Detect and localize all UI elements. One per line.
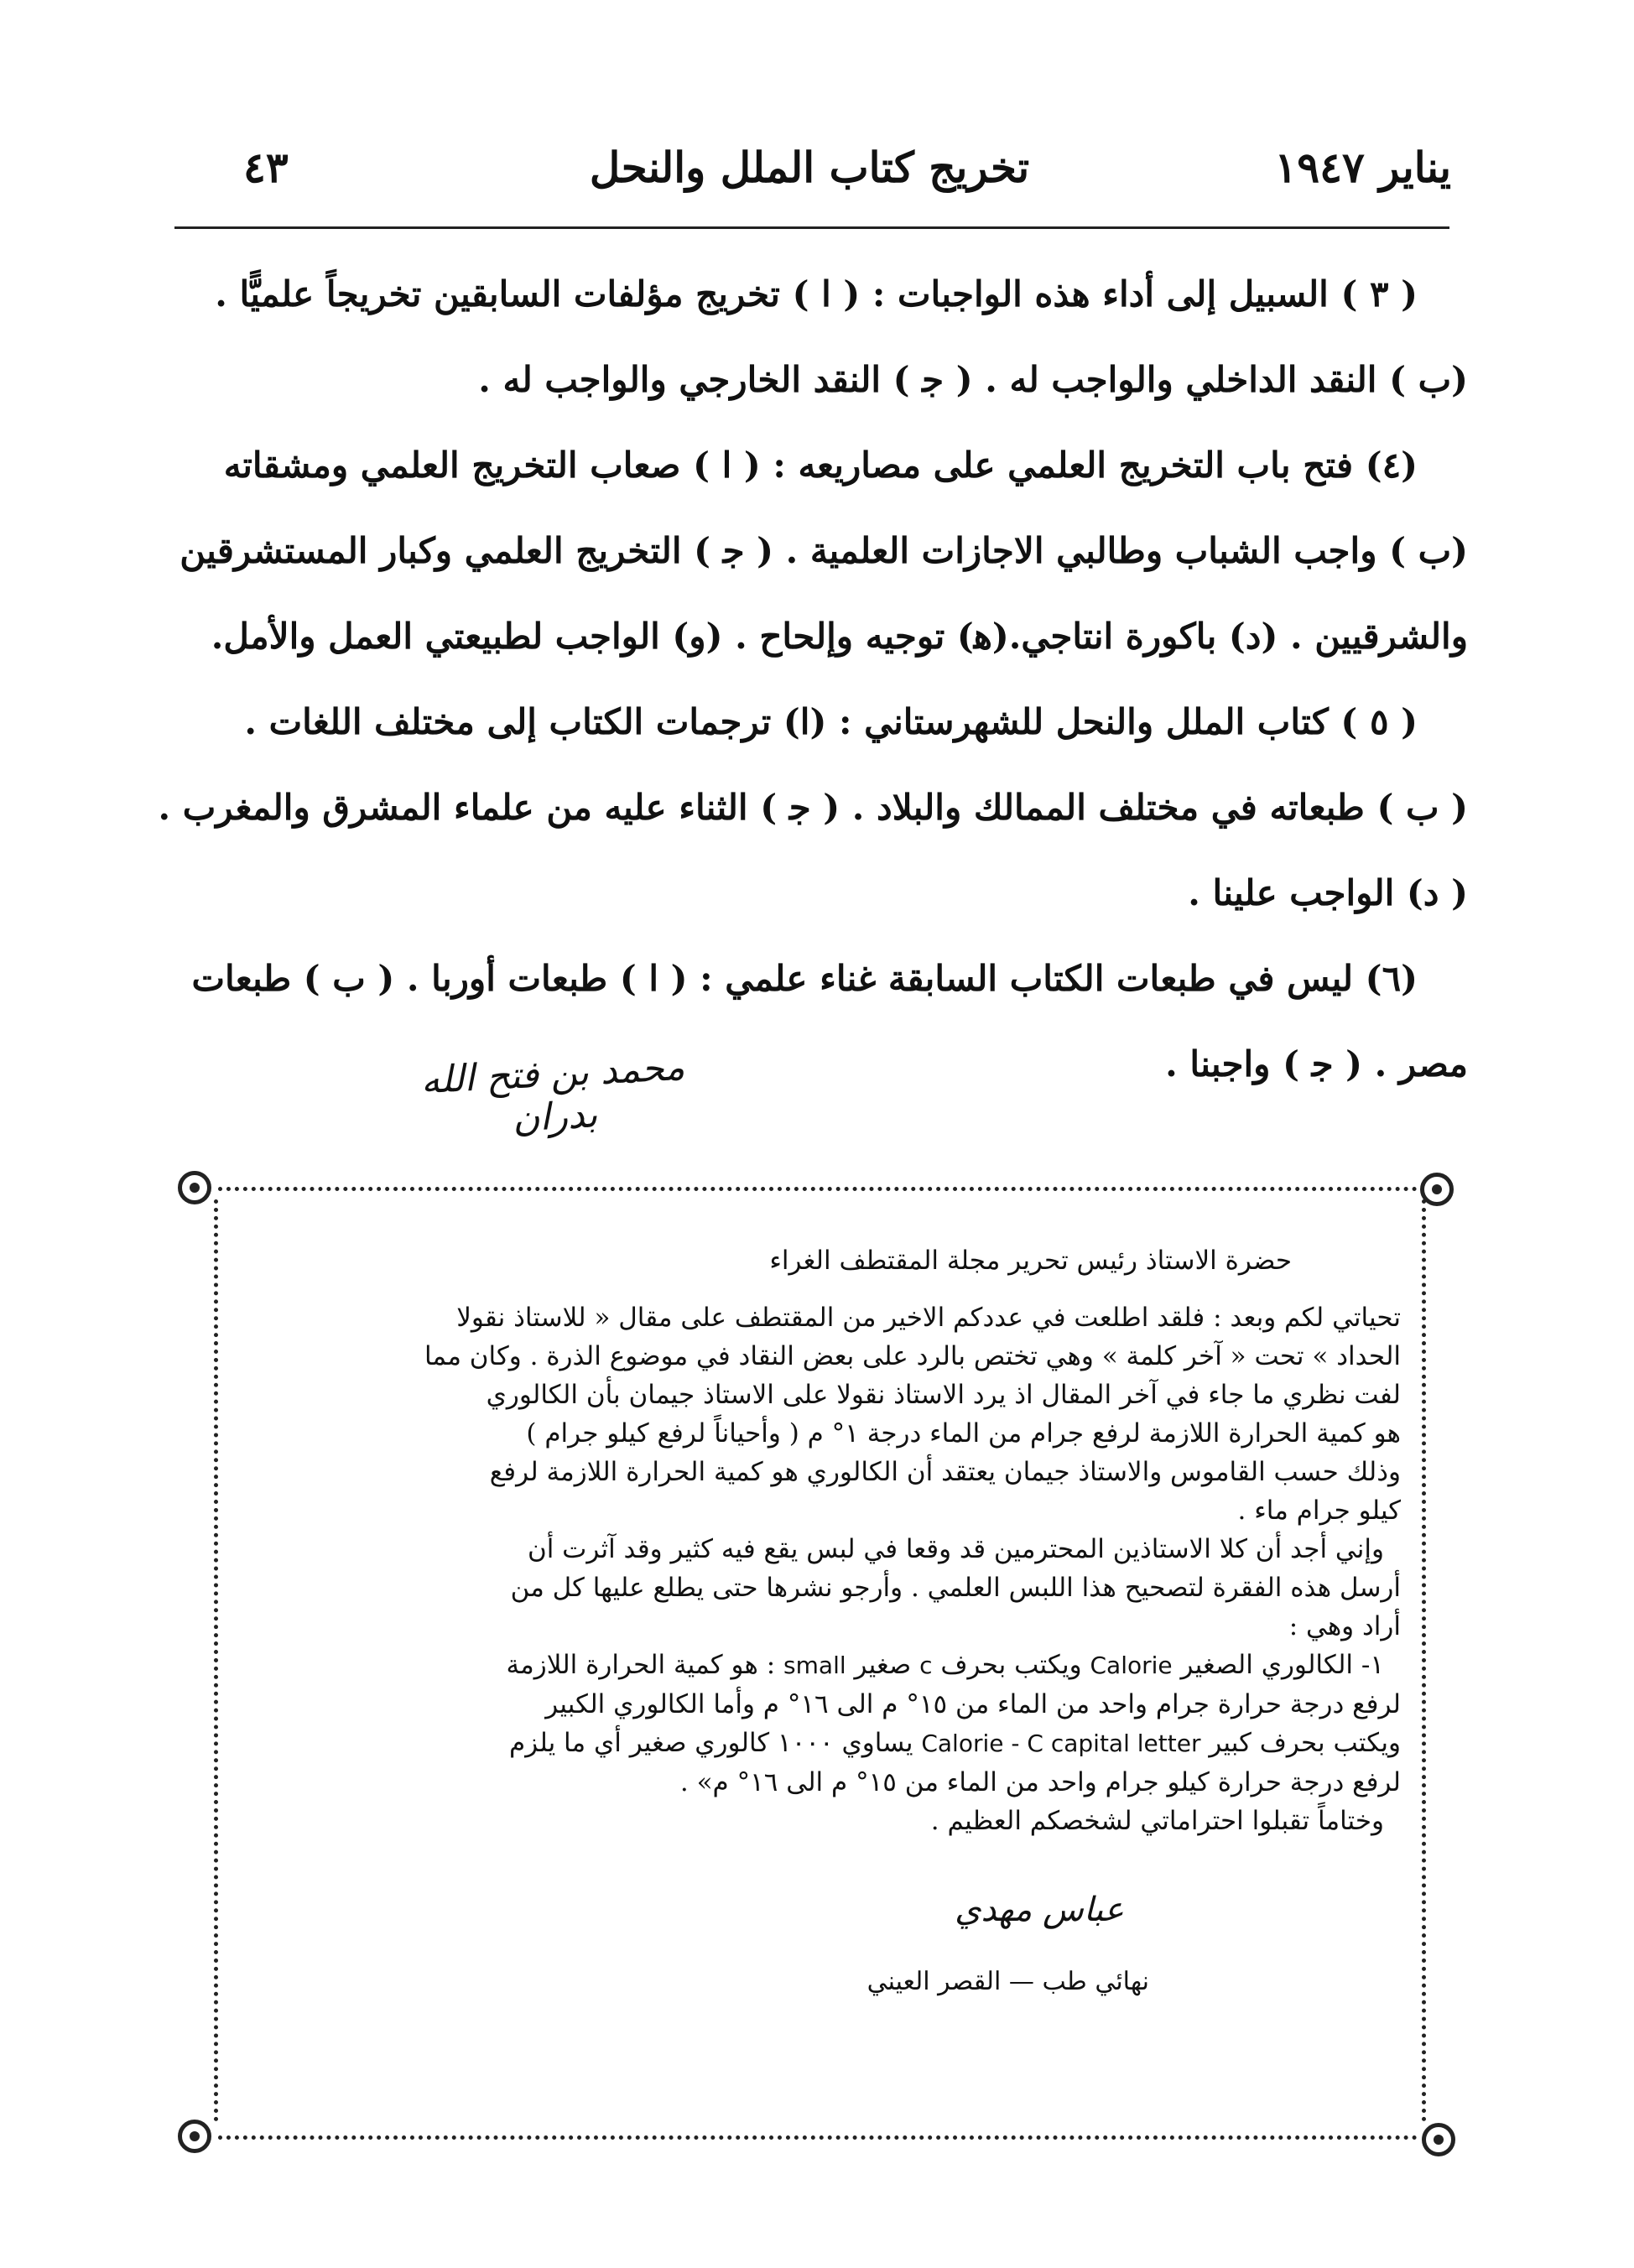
definition-text: ويكتب بحرف كبير [1209,1728,1401,1758]
corner-ornament-icon [178,2120,211,2153]
letter-definition-line [243,1646,1401,1685]
paragraph-4-line-1: (٤) فتح باب التخريج العلمي على مصاريعه : ( ا ) صعاب التخريج العلمي ومشقاته [223,445,1418,486]
letter-line: أراد وهي : [1288,1611,1401,1641]
letter-box-right-border [1422,1199,1426,2122]
letter-box-top-border [218,1187,1418,1191]
letter-line: لفت نظري ما جاء في آخر المقال اذ يرد الاستاذ نقولا على الاستاذ جيمان بأن الكالوري [486,1380,1401,1410]
latin-term: Calorie - C capital letter [921,1730,1201,1757]
latin-term: c [919,1652,933,1679]
paragraph-6-line-1: (٦) ليس في طبعات الكتاب السابقة غناء علمي : ( ا ) طبعات أوربا . ( ب ) طبعات [191,958,1418,999]
letter-address: حضرة الاستاذ رئيس تحرير مجلة المقتطف الغراء [769,1246,1292,1276]
letter-definition-line [243,1724,1401,1763]
letter-line: هو كمية الحرارة اللازمة لرفع جرام من الماء درجة ١° م ( وأحياناً لرفع كيلو جرام ) [526,1418,1401,1449]
definition-text: ١- الكالوري الصغير [1180,1650,1384,1680]
paragraph-5-line-3: ( د) الواجب علينا . [1188,872,1468,913]
header-title: تخريج كتاب الملل والنحل [589,143,1030,192]
letter-signature: عباس مهدي [955,1891,1124,1929]
header-rule [174,226,1449,229]
definition-text: صغير [854,1650,912,1680]
latin-term: Calorie [1090,1652,1173,1679]
letter-closing: وختاماً تقبلوا احتراماتي لشخصكم العظيم . [930,1806,1384,1836]
paragraph-6-line-2: مصر . ( ﺟ ) واجبنا . [1165,1043,1468,1085]
page-number: ٤٣ [243,143,289,192]
letter-line: الحداد » تحت « آخر كلمة » وهي تختص بالرد على بعض النقاد في موضوع الذرة . وكان مما [424,1341,1401,1371]
letter-box-bottom-border [218,2135,1418,2140]
paragraph-3-line-2: (ب ) النقد الداخلي والواجب له . ( ﺟ ) النقد الخارجي والواجب له . [478,359,1468,400]
page-header [168,143,1451,201]
letter-line: تحياتي لكم وبعد : فلقد اطلعت في عددكم الاخير من المقتطف على مقال « للاستاذ نقولا [456,1303,1401,1333]
corner-ornament-icon [1422,2123,1455,2156]
letter-line: أرسل هذه الفقرة لتصحيح هذا اللبس العلمي . وأرجو نشرها حتى يطلع عليها كل من [510,1573,1401,1603]
letter-box-left-border [214,1199,218,2122]
header-date: يناير ١٩٤٧ [1274,143,1451,192]
paragraph-3-line-1: ( ٣ ) السبيل إلى أداء هذه الواجبات : ( ا ) تخريج مؤلفات السابقين تخريجاً علميًّا . [215,273,1418,315]
letter-line: لرفع درجة حرارة كيلو جرام واحد من الماء من ١٥° م الى ١٦° م» . [679,1767,1401,1797]
letter-line: وذلك حسب القاموس والاستاذ جيمان يعتقد أن الكالوري هو كمية الحرارة اللازمة لرفع [489,1457,1401,1487]
paragraph-4-line-2: (ب ) واجب الشباب وطالبي الاجازات العلمية . ( ﺟ ) التخريج العلمي وكبار المستشرقين [180,530,1468,571]
definition-text: : هو كمية الحرارة اللازمة [506,1650,776,1680]
letter-line: كيلو جرام ماء . [1237,1496,1401,1526]
author-signature: محمد بن فتح الله بدران [419,1045,686,1141]
paragraph-5-line-1: ( ٥ ) كتاب الملل والنحل للشهرستاني : (ا) ترجمات الكتاب إلى مختلف اللغات . [244,701,1418,742]
latin-term: small [783,1652,846,1679]
paragraph-4-line-3: والشرقيين . (د) باكورة انتاجي.(ﻫ) توجيه وإلحاح . (و) الواجب لطبيعتي العمل والأمل. [211,616,1468,657]
definition-text: ويكتب بحرف [940,1650,1082,1680]
outline-text [155,252,1468,1107]
letter-to-editor [243,1241,1401,2001]
definition-text: يساوي ١٠٠٠ كالوري صغير أي ما يلزم [509,1728,913,1758]
corner-ornament-icon [178,1171,211,1204]
letter-line: وإني أجد أن كلا الاستاذين المحترمين قد وقعا في لبس يقع فيه كثير وقد آثرت أن [527,1534,1384,1564]
letter-line: لرفع درجة حرارة جرام واحد من الماء من ١٥° م الى ١٦° م وأما الكالوري الكبير [545,1689,1401,1719]
paragraph-5-line-2: ( ب ) طبعاته في مختلف الممالك والبلاد . ( ﺟ ) الثناء عليه من علماء المشرق والمغرب . [158,787,1468,828]
corner-ornament-icon [1420,1173,1454,1206]
signer-title: نهائي طب — القصر العيني [866,1967,1149,1996]
